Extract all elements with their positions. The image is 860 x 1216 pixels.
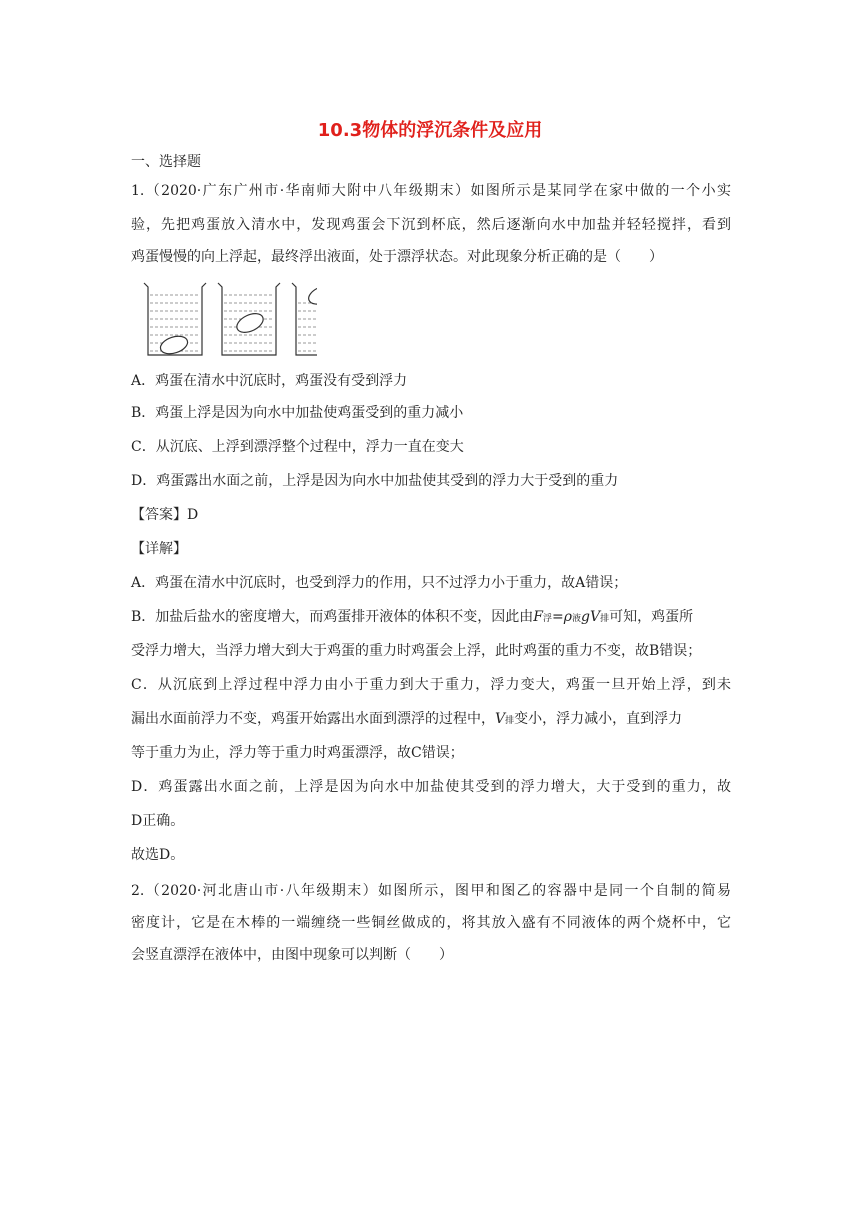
detail-c-line-3: 等于重力为止，浮力等于重力时鸡蛋漂浮，故C错误； [131, 745, 464, 761]
v-displaced-expr: V排 [495, 711, 515, 727]
question-2-line-2: 密度计，它是在木棒的一端缠绕一些铜丝做成的，将其放入盛有不同液体的两个烧杯中，它 [131, 915, 731, 931]
question-1-line-1: 1.（2020·广东广州市·华南师大附中八年级期末）如图所示是某同学在家中做的一个小实 [131, 183, 731, 199]
option-d: D．鸡蛋露出水面之前，上浮是因为向水中加盐使其受到的浮力大于受到的重力 [131, 473, 619, 489]
question-2-line-1: 2.（2020·河北唐山市·八年级期末）如图所示，图甲和图乙的容器中是同一个自制的简易 [131, 883, 731, 899]
detail-b-text-pre: B．加盐后盐水的密度增大，而鸡蛋排开液体的体积不变，因此由 [131, 609, 534, 625]
egg-rising [234, 310, 266, 336]
detail-d-line-1: D．鸡蛋露出水面之前，上浮是因为向水中加盐使其受到的浮力增大，大于受到的重力，故 [131, 779, 731, 795]
question-1-line-2: 验，先把鸡蛋放入清水中，发现鸡蛋会下沉到杯底，然后逐渐向水中加盐并轻轻搅拌，看到 [131, 217, 731, 233]
buoyancy-formula: F浮=ρ液gV排 [533, 609, 610, 625]
detail-b-text-post: 可知，鸡蛋所 [609, 609, 694, 625]
egg-sunk [158, 333, 190, 357]
section-heading: 一、选择题 [131, 154, 201, 170]
answer-label: 【答案】D [131, 507, 199, 523]
detail-b-line-1 [131, 607, 731, 629]
beakers-egg-figure [142, 273, 317, 359]
detail-c-line-2: 漏出水面前浮力不变，鸡蛋开始露出水面到漂浮的过程中，V排变小，浮力减小，直到浮力 [131, 711, 683, 727]
detail-b-line-2: 受浮力增大，当浮力增大到大于鸡蛋的重力时鸡蛋会上浮，此时鸡蛋的重力不变，故B错误； [131, 643, 702, 659]
detail-c-line-1: C．从沉底到上浮过程中浮力由小于重力到大于重力，浮力变大，鸡蛋一旦开始上浮，到未 [131, 677, 731, 693]
detail-a: A．鸡蛋在清水中沉底时，也受到浮力的作用，只不过浮力小于重力，故A错误； [131, 575, 628, 591]
page-title: 10.3物体的浮沉条件及应用 [317, 120, 543, 141]
question-1-line-3: 鸡蛋慢慢的向上浮起，最终浮出液面，处于漂浮状态。对此现象分析正确的是（ ） [131, 249, 663, 265]
egg-floating [306, 282, 317, 307]
option-b: B．鸡蛋上浮是因为向水中加盐使鸡蛋受到的重力减小 [131, 405, 464, 421]
conclusion: 故选D。 [131, 847, 185, 863]
option-a: A．鸡蛋在清水中沉底时，鸡蛋没有受到浮力 [131, 373, 408, 389]
detail-d-line-2: D正确。 [131, 813, 185, 829]
question-2-line-3: 会竖直漂浮在液体中，由图中现象可以判断（ ） [131, 947, 453, 963]
detail-heading: 【详解】 [131, 541, 187, 557]
option-c: C．从沉底、上浮到漂浮整个过程中，浮力一直在变大 [131, 439, 464, 455]
